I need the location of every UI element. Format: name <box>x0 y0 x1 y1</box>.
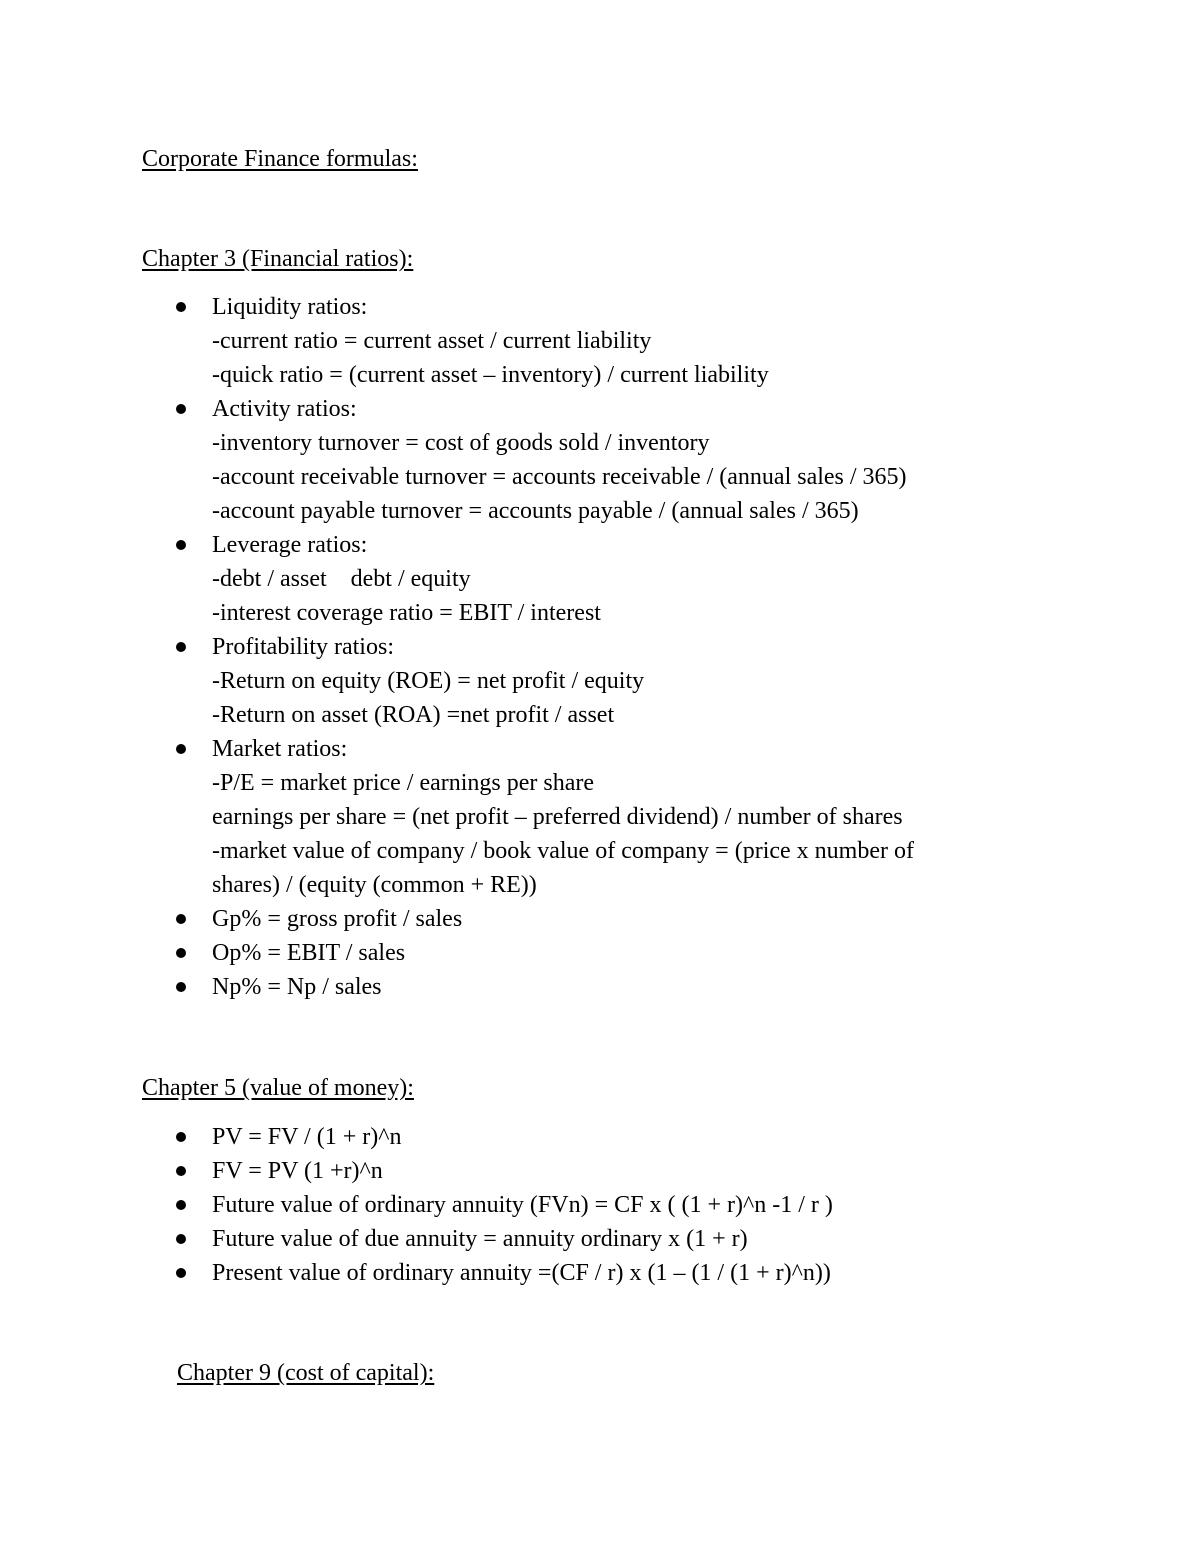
list-item-operating-profit <box>142 936 1102 970</box>
item-line: earnings per share = (net profit – preferred dividend) / number of shares <box>212 804 903 830</box>
chapter-5-heading: Chapter 5 (value of money): <box>142 1075 414 1101</box>
item-line: -market value of company / book value of company = (price x number of <box>212 838 914 864</box>
chapter-5-list <box>142 1120 1102 1290</box>
bullet-icon <box>176 642 186 652</box>
chapter-3-heading: Chapter 3 (Financial ratios): <box>142 246 414 272</box>
item-line: -account receivable turnover = accounts receivable / (annual sales / 365) <box>212 464 907 490</box>
bullet-icon <box>176 744 186 754</box>
item-line: Activity ratios: <box>212 396 357 422</box>
bullet-icon <box>176 982 186 992</box>
list-item-fv-ordinary-annuity <box>142 1188 1102 1222</box>
item-line: Np% = Np / sales <box>212 974 382 1000</box>
list-item-market-ratios <box>142 732 1102 902</box>
bullet-icon <box>176 404 186 414</box>
item-line: Future value of due annuity = annuity ordinary x (1 + r) <box>212 1226 748 1252</box>
item-line: -current ratio = current asset / current liability <box>212 328 652 354</box>
list-item-net-profit <box>142 970 1102 1004</box>
item-line: -Return on equity (ROE) = net profit / equity <box>212 668 645 694</box>
item-line: -inventory turnover = cost of goods sold / inventory <box>212 430 710 456</box>
item-line: Gp% = gross profit / sales <box>212 906 463 932</box>
item-line: -interest coverage ratio = EBIT / interest <box>212 600 601 626</box>
item-line: Market ratios: <box>212 736 348 762</box>
list-item-leverage-ratios <box>142 528 1102 630</box>
bullet-icon <box>176 540 186 550</box>
chapter-9-heading: Chapter 9 (cost of capital): <box>177 1360 435 1386</box>
list-item-activity-ratios <box>142 392 1102 528</box>
bullet-icon <box>176 302 186 312</box>
bullet-icon <box>176 1268 186 1278</box>
item-line: Profitability ratios: <box>212 634 394 660</box>
item-line: -Return on asset (ROA) =net profit / asset <box>212 702 615 728</box>
bullet-icon <box>176 948 186 958</box>
list-item-future-value <box>142 1154 1102 1188</box>
bullet-icon <box>176 1234 186 1244</box>
bullet-icon <box>176 1200 186 1210</box>
list-item-liquidity-ratios <box>142 290 1102 392</box>
chapter-3-list <box>142 290 1102 1004</box>
item-line: PV = FV / (1 + r)^n <box>212 1124 402 1150</box>
item-line: Op% = EBIT / sales <box>212 940 406 966</box>
item-line: Leverage ratios: <box>212 532 368 558</box>
list-item-fv-due-annuity <box>142 1222 1102 1256</box>
item-line: -account payable turnover = accounts payable / (annual sales / 365) <box>212 498 859 524</box>
list-item-gross-profit <box>142 902 1102 936</box>
bullet-icon <box>176 914 186 924</box>
item-line: Future value of ordinary annuity (FVn) = CF x ( (1 + r)^n -1 / r ) <box>212 1192 833 1218</box>
item-line: -quick ratio = (current asset – inventory) / current liability <box>212 362 769 388</box>
list-item-pv-ordinary-annuity <box>142 1256 1102 1290</box>
bullet-icon <box>176 1166 186 1176</box>
bullet-icon <box>176 1132 186 1142</box>
list-item-present-value <box>142 1120 1102 1154</box>
item-line: Present value of ordinary annuity =(CF / r) x (1 – (1 / (1 + r)^n)) <box>212 1260 831 1286</box>
document-title: Corporate Finance formulas: <box>142 146 418 172</box>
item-line: -debt / asset debt / equity <box>212 566 471 592</box>
item-line: -P/E = market price / earnings per share <box>212 770 595 796</box>
item-line: shares) / (equity (common + RE)) <box>212 872 537 898</box>
item-line: Liquidity ratios: <box>212 294 368 320</box>
list-item-profitability-ratios <box>142 630 1102 732</box>
item-line: FV = PV (1 +r)^n <box>212 1158 383 1184</box>
